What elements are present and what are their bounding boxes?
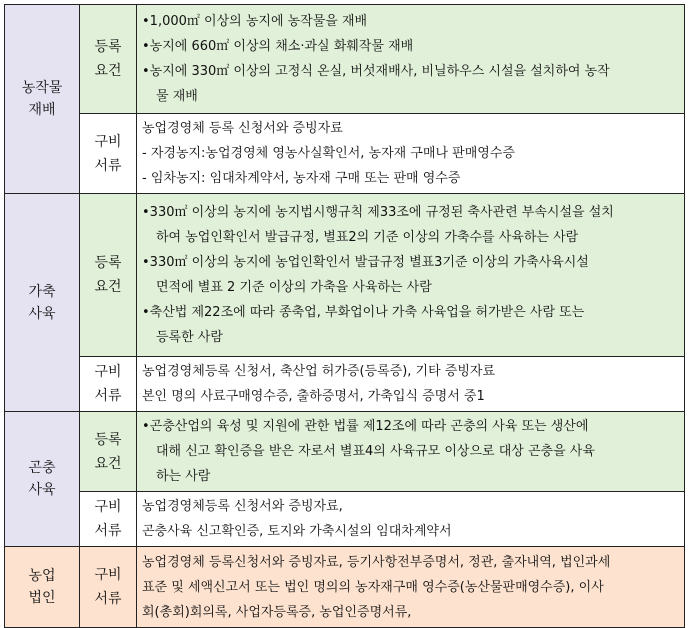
content-line: •1,000㎡ 이상의 농지에 농작물을 재배 xyxy=(142,14,368,29)
section-title-line: 농업 xyxy=(28,568,56,584)
table-row xyxy=(5,114,685,194)
section-title-line: 법인 xyxy=(28,590,56,606)
content-line: 농업경영체 등록신청서와 증빙자료, 등기사항전부증명서, 정관, 출자내역, 법인과세 xyxy=(142,554,611,570)
row-label-line: 서류 xyxy=(94,591,122,607)
row-content xyxy=(137,547,685,628)
content-line: 물 재배 xyxy=(156,89,198,104)
row-label-line: 구비 xyxy=(94,567,122,583)
row-label-requirements xyxy=(80,194,137,357)
content-line: 대해 신고 확인증을 받은 자로서 별표4의 사육규모 이상으로 대상 곤충을 사육 xyxy=(156,444,595,459)
row-label-documents xyxy=(80,492,137,547)
section-title-line: 재배 xyxy=(28,102,56,118)
content-line: 표준 및 세액신고서 또는 법인 명의의 농자재구매 영수증(농산물판매영수증), 이사 xyxy=(142,579,604,595)
row-label-line: 등록 xyxy=(94,255,122,271)
content-line: 농업경영체등록 신청서, 축산업 허가증(등록증), 기타 증빙자료 xyxy=(142,364,496,379)
row-content xyxy=(137,194,685,357)
row-label-requirements xyxy=(80,412,137,492)
content-line: •축산법 제22조에 따라 종축업, 부화업이나 가축 사육업을 허가받은 사람 또는 xyxy=(142,305,585,320)
section-title-line: 사육 xyxy=(28,482,56,498)
content-line: •농지에 660㎡ 이상의 채소·과실 화훼작물 재배 xyxy=(142,39,414,54)
row-label-documents xyxy=(80,357,137,412)
content-line: 하는 사람 xyxy=(156,469,211,484)
content-line: •330㎡ 이상의 농지에 농지법시행규칙 제33조에 규정된 축사관련 부속시설을 설치 xyxy=(142,205,614,220)
row-label-line: 요건 xyxy=(94,279,122,295)
requirements-table xyxy=(4,4,685,628)
row-label-line: 서류 xyxy=(94,388,122,404)
row-label-documents xyxy=(80,547,137,628)
table-row xyxy=(5,357,685,412)
row-label-line: 서류 xyxy=(94,157,122,174)
table-row xyxy=(5,412,685,492)
row-label-line: 요건 xyxy=(94,455,122,472)
section-title-line: 농작물 xyxy=(21,80,63,96)
row-label-line: 등록 xyxy=(94,431,122,448)
table-row xyxy=(5,5,685,114)
section-title-corporation xyxy=(5,547,80,628)
row-content xyxy=(137,412,685,492)
section-title-line: 곤충 xyxy=(28,460,56,476)
row-label-line: 구비 xyxy=(94,499,122,515)
row-content xyxy=(137,114,685,194)
section-title-line: 가축 xyxy=(28,283,56,300)
content-line: •농지에 330㎡ 이상의 고정식 온실, 버섯재배사, 비닐하우스 시설을 설치하여 농작 xyxy=(142,64,610,79)
table-row xyxy=(5,194,685,357)
content-line: 면적에 별표 2 기준 이상의 가축을 사육하는 사람 xyxy=(156,280,432,295)
content-line: •곤충산업의 육성 및 지원에 관한 법률 제12조에 따라 곤충의 사육 또는 생산에 xyxy=(142,419,589,434)
section-title-line: 사육 xyxy=(28,305,56,322)
row-label-documents xyxy=(80,114,137,194)
table-row xyxy=(5,492,685,547)
content-line: 곤충사육 신고확인증, 토지와 가축시설의 임대차계약서 xyxy=(142,524,452,539)
content-line: 등록한 사람 xyxy=(156,330,223,345)
content-line: 하여 농업인확인서 발급규정, 별표2의 기준 이상의 가축수를 사육하는 사람 xyxy=(156,230,579,245)
section-title-livestock xyxy=(5,194,80,412)
row-label-line: 서류 xyxy=(94,523,122,539)
content-line: - 임차농지: 임대차계약서, 농자재 구매 또는 판매 영수증 xyxy=(142,171,461,186)
row-label-requirements xyxy=(80,5,137,114)
row-label-line: 요건 xyxy=(94,63,122,79)
row-content xyxy=(137,5,685,114)
row-label-line: 등록 xyxy=(94,39,122,55)
section-title-crop xyxy=(5,5,80,194)
content-line: •330㎡ 이상의 농지에 농업인확인서 발급규정 별표3기준 이상의 가축사육시설 xyxy=(142,255,589,270)
section-title-insect xyxy=(5,412,80,547)
row-label-line: 구비 xyxy=(94,133,122,150)
content-line: 농업경영체등록 신청서와 증빙자료, xyxy=(142,499,343,514)
content-line: - 자경농지:농업경영체 영농사실확인서, 농자재 구매나 판매영수증 xyxy=(142,146,515,161)
table-row xyxy=(5,547,685,628)
row-content xyxy=(137,492,685,547)
content-line: 농업경영체 등록 신청서와 증빙자료 xyxy=(142,121,343,136)
row-content xyxy=(137,357,685,412)
content-line: 회(총회)회의록, 사업자등록증, 농업인증명서류, xyxy=(142,604,412,620)
content-line: 본인 명의 사료구매영수증, 출하증명서, 가축입식 증명서 중1 xyxy=(142,389,485,404)
row-label-line: 구비 xyxy=(94,364,122,380)
